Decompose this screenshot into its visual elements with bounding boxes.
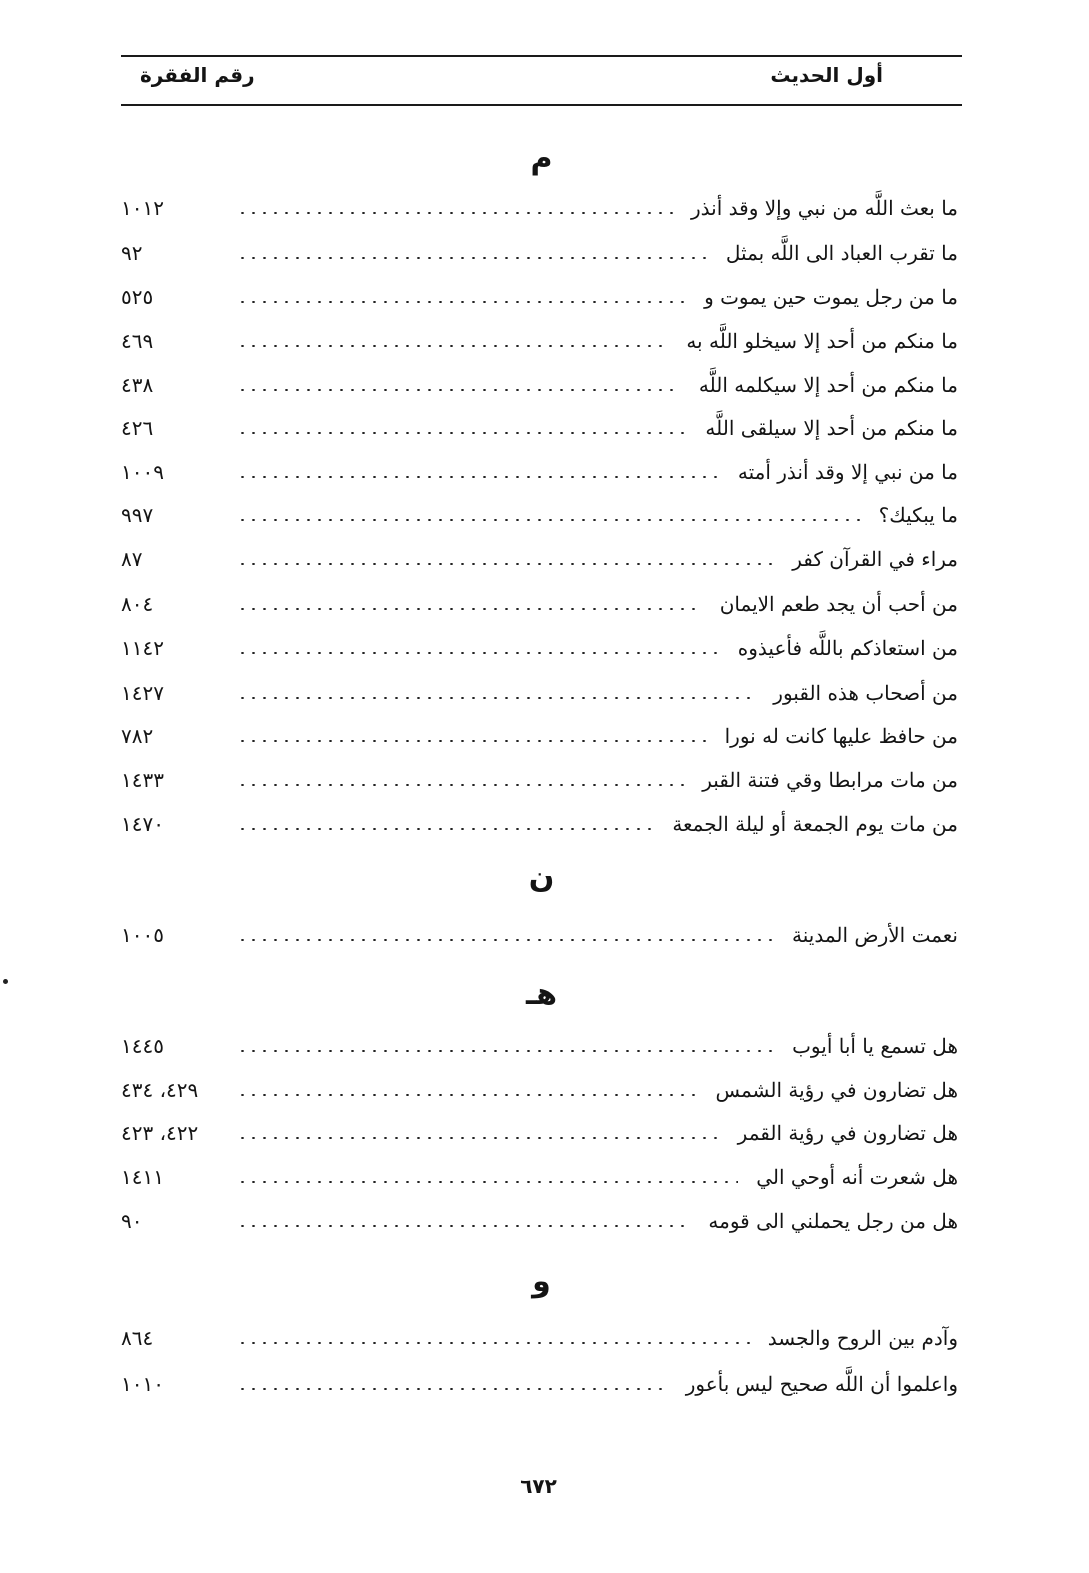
margin-speck bbox=[3, 979, 8, 984]
entry-ref: ٤٦٩ bbox=[121, 329, 154, 353]
index-entry bbox=[121, 190, 958, 226]
entry-ref: ٥٢٥ bbox=[121, 285, 154, 309]
dot-leader bbox=[237, 1342, 750, 1344]
section-letter-noon: ن bbox=[528, 860, 555, 895]
dot-leader bbox=[237, 828, 654, 830]
dot-leader bbox=[237, 389, 681, 391]
index-entry bbox=[121, 1072, 958, 1108]
dot-leader bbox=[237, 784, 684, 786]
entry-ref: ١٤٧٠ bbox=[121, 812, 164, 836]
index-entry bbox=[121, 454, 958, 490]
entry-ref: ٩٢ bbox=[121, 241, 143, 265]
page-number: ٦٧٢ bbox=[520, 1474, 557, 1498]
entry-text: ما بعث اللَّه من نبي وإلا وقد أنذر bbox=[691, 196, 958, 220]
entry-text: هل تضارون في رؤية القمر bbox=[737, 1121, 958, 1145]
dot-leader bbox=[237, 697, 755, 699]
entry-text: ما من رجل يموت حين يموت و bbox=[704, 285, 958, 309]
dot-leader bbox=[237, 1050, 774, 1052]
entry-text: ما تقرب العباد الى اللَّه بمثل bbox=[725, 241, 958, 265]
index-entry bbox=[121, 586, 958, 622]
entry-text: واعلموا أن اللَّه صحيح ليس بأعور bbox=[685, 1372, 958, 1396]
index-entry bbox=[121, 497, 958, 533]
entry-text: من استعاذكم باللَّه فأعيذوه bbox=[737, 636, 958, 660]
index-entry bbox=[121, 235, 958, 271]
dot-leader bbox=[237, 652, 720, 654]
dot-leader bbox=[237, 939, 774, 941]
dot-leader bbox=[237, 257, 708, 259]
dot-leader bbox=[237, 432, 687, 434]
entry-ref: ١٤٣٣ bbox=[121, 768, 164, 792]
index-entry bbox=[121, 279, 958, 315]
index-entry bbox=[121, 1203, 958, 1239]
entry-ref: ٤٢٩، ٤٣٤ bbox=[121, 1078, 199, 1102]
entry-text: هل من رجل يحملني الى قومه bbox=[708, 1209, 958, 1233]
header-top-rule bbox=[121, 55, 962, 57]
index-entry bbox=[121, 1366, 958, 1402]
index-entry bbox=[121, 675, 958, 711]
dot-leader bbox=[237, 1225, 690, 1227]
dot-leader bbox=[237, 301, 686, 303]
index-entry bbox=[121, 1320, 958, 1356]
dot-leader bbox=[237, 1137, 720, 1139]
index-entry bbox=[121, 1028, 958, 1064]
header-bottom-rule bbox=[121, 104, 962, 106]
column-header-paragraph-number: رقم الفقرة bbox=[140, 63, 255, 87]
index-entry bbox=[121, 762, 958, 798]
entry-ref: ٧٨٢ bbox=[121, 724, 154, 748]
entry-ref: ١٠٠٥ bbox=[121, 923, 164, 947]
entry-ref: ١٠٠٩ bbox=[121, 460, 164, 484]
entry-ref: ٨٦٤ bbox=[121, 1326, 154, 1350]
entry-ref: ١٠١٢ bbox=[121, 196, 164, 220]
section-letter-waw: و bbox=[532, 1264, 551, 1299]
entry-text: من مات مرابطا وقي فتنة القبر bbox=[702, 768, 958, 792]
entry-text: ما منكم من أحد إلا سيكلمه اللَّه bbox=[698, 373, 958, 397]
entry-ref: ٤٢٢، ٤٢٣ bbox=[121, 1121, 199, 1145]
index-entry bbox=[121, 367, 958, 403]
entry-ref: ٨٧ bbox=[121, 547, 143, 571]
dot-leader bbox=[237, 1094, 697, 1096]
dot-leader bbox=[237, 345, 668, 347]
entry-text: هل تسمع يا أبا أيوب bbox=[792, 1034, 958, 1058]
entry-ref: ١٠١٠ bbox=[121, 1372, 164, 1396]
column-header-hadith-beginning: أول الحديث bbox=[770, 63, 883, 87]
index-entry bbox=[121, 410, 958, 446]
index-entry bbox=[121, 718, 958, 754]
entry-text: ما يبكيك؟ bbox=[878, 503, 958, 527]
entry-ref: ١١٤٢ bbox=[121, 636, 164, 660]
section-letter-haa: هـ bbox=[525, 977, 558, 1012]
entry-text: هل شعرت أنه أوحي الي bbox=[756, 1165, 958, 1189]
dot-leader bbox=[237, 563, 774, 565]
dot-leader bbox=[237, 212, 673, 214]
entry-ref: ١٤٤٥ bbox=[121, 1034, 164, 1058]
section-letter-meem: م bbox=[530, 141, 553, 176]
entry-ref: ١٤١١ bbox=[121, 1165, 164, 1189]
index-entry bbox=[121, 323, 958, 359]
entry-ref: ٩٠ bbox=[121, 1209, 143, 1233]
index-entry bbox=[121, 630, 958, 666]
entry-text: ما من نبي إلا وقد أنذر أمته bbox=[737, 460, 958, 484]
dot-leader bbox=[237, 1181, 738, 1183]
entry-text: هل تضارون في رؤية الشمس bbox=[715, 1078, 958, 1102]
entry-ref: ٩٩٧ bbox=[121, 503, 154, 527]
dot-leader bbox=[237, 608, 702, 610]
entry-text: وآدم بين الروح والجسد bbox=[767, 1326, 958, 1350]
entry-ref: ٤٣٨ bbox=[121, 373, 154, 397]
entry-text: من أحب أن يجد طعم الايمان bbox=[719, 592, 958, 616]
index-entry bbox=[121, 806, 958, 842]
entry-text: من حافظ عليها كانت له نورا bbox=[724, 724, 958, 748]
entry-ref: ١٤٢٧ bbox=[121, 681, 164, 705]
entry-text: من مات يوم الجمعة أو ليلة الجمعة bbox=[672, 812, 958, 836]
index-entry bbox=[121, 541, 958, 577]
entry-ref: ٤٢٦ bbox=[121, 416, 154, 440]
entry-ref: ٨٠٤ bbox=[121, 592, 154, 616]
entry-text: من أصحاب هذه القبور bbox=[773, 681, 958, 705]
index-entry bbox=[121, 1159, 958, 1195]
dot-leader bbox=[237, 519, 861, 521]
dot-leader bbox=[237, 1388, 668, 1390]
entry-text: نعمت الأرض المدينة bbox=[792, 923, 958, 947]
dot-leader bbox=[237, 476, 720, 478]
entry-text: مراء في القرآن كفر bbox=[792, 547, 958, 571]
dot-leader bbox=[237, 740, 707, 742]
entry-text: ما منكم من أحد إلا سيخلو اللَّه به bbox=[686, 329, 958, 353]
index-entry bbox=[121, 917, 958, 953]
entry-text: ما منكم من أحد إلا سيلقى اللَّه bbox=[705, 416, 958, 440]
index-entry bbox=[121, 1115, 958, 1151]
